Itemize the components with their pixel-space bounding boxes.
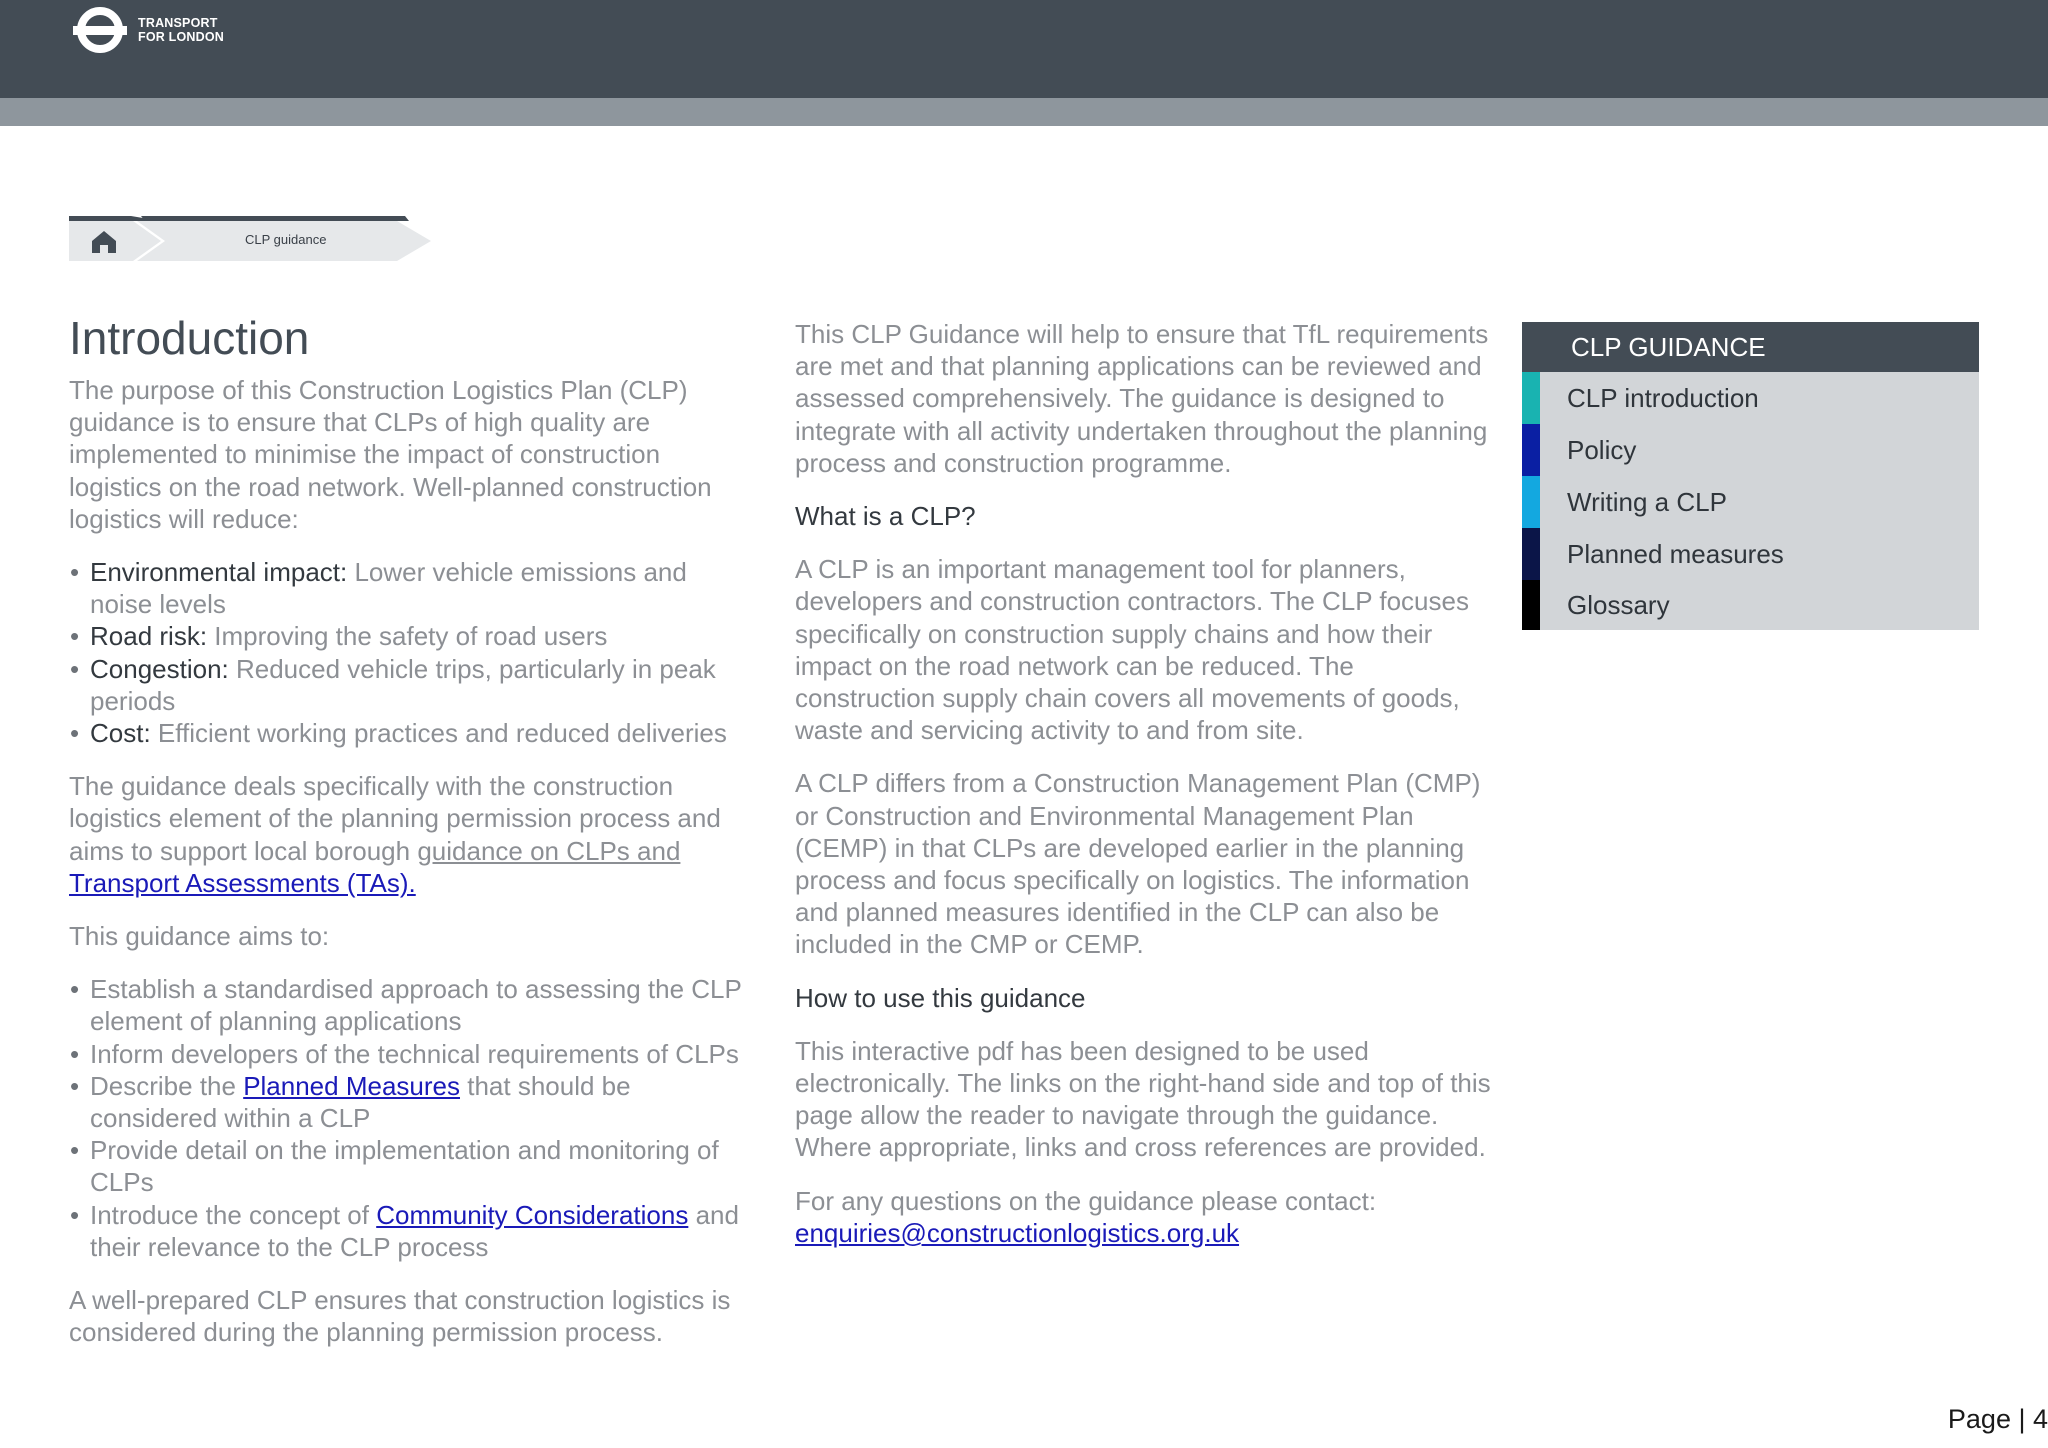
- guidance-text: The guidance deals specifically with the construction logistics element of the planning permission process and aims to support local borough: [69, 771, 721, 866]
- header-bar: [0, 0, 2048, 98]
- guidance-link-plain[interactable]: guidance on CLPs and: [417, 835, 681, 866]
- middle-column: [795, 318, 1495, 1270]
- nav-item-clp-introduction[interactable]: [1522, 372, 1979, 424]
- intro-paragraph: The purpose of this Construction Logistics Plan (CLP) guidance is to ensure that CLPs of high quality are implemented to minimise the impact of construction logistics on the road network. Well-planned construction logistics will reduce:: [69, 375, 712, 534]
- how-to-use-heading: How to use this guidance: [795, 982, 1086, 1013]
- benefit-text: Reduced vehicle trips, particularly in peak periods: [90, 653, 716, 716]
- breadcrumb-home[interactable]: [89, 229, 119, 255]
- list-item: [69, 1199, 749, 1263]
- list-item: [69, 1070, 749, 1134]
- planned-measures-link[interactable]: Planned Measures: [243, 1070, 460, 1101]
- roundel-icon: [72, 4, 128, 56]
- benefit-text: Lower vehicle emissions and noise levels: [90, 557, 687, 620]
- benefit-text: Efficient working practices and reduced deliveries: [150, 718, 727, 749]
- benefit-term: Environmental impact:: [90, 557, 348, 588]
- list-item: [69, 653, 749, 717]
- header-strip: [0, 98, 2048, 126]
- nav-color-bar: [1522, 528, 1540, 580]
- benefit-text: Improving the safety of road users: [207, 621, 608, 652]
- home-icon: [89, 229, 119, 255]
- list-item: • Inform developers of the technical requirements of CLPs: [69, 1038, 749, 1070]
- list-item: [69, 717, 749, 749]
- breadcrumb-clp-guidance[interactable]: CLP guidance: [245, 232, 327, 247]
- transport-assessments-link[interactable]: Transport Assessments (TAs).: [69, 867, 416, 898]
- aims-intro: This guidance aims to:: [69, 921, 330, 952]
- aim-text: Introduce the concept of: [90, 1199, 377, 1230]
- benefit-term: Cost:: [90, 718, 151, 749]
- clp-differs-paragraph: A CLP differs from a Construction Management Plan (CMP) or Construction and Environmental Management Plan (CEMP) in that CLPs are developed earlier in the planning process and focus specifically on logistics. The information and planned measures identified in the CLP can also be included in the CMP or CEMP.: [795, 768, 1481, 960]
- contact-intro: For any questions on the guidance please contact:: [795, 1185, 1377, 1216]
- contact-email-link[interactable]: enquiries@constructionlogistics.org.uk: [795, 1217, 1240, 1248]
- what-is-clp-heading: What is a CLP?: [795, 501, 976, 532]
- benefits-list: [69, 556, 749, 749]
- page-title: Introduction: [69, 312, 310, 364]
- closing-paragraph: A well-prepared CLP ensures that construction logistics is considered during the planning permission process.: [69, 1285, 731, 1348]
- left-column: [69, 312, 749, 1369]
- nav-color-bar: [1522, 580, 1540, 630]
- aim-text: and their relevance to the CLP process: [90, 1199, 739, 1262]
- nav-color-bar: [1522, 424, 1540, 476]
- nav-item-label: Writing a CLP: [1567, 487, 1727, 517]
- logo-line-1: TRANSPORT: [138, 16, 218, 30]
- aim-text: that should be considered within a CLP: [90, 1070, 631, 1134]
- aim-text: Describe the: [90, 1070, 244, 1101]
- nav-item-label: Glossary: [1567, 590, 1670, 620]
- nav-title: CLP GUIDANCE: [1522, 322, 1979, 372]
- logo-text: [138, 16, 224, 44]
- benefit-term: Road risk:: [90, 621, 208, 652]
- breadcrumb: [69, 216, 449, 261]
- list-item: • Provide detail on the implementation and monitoring of CLPs: [69, 1134, 749, 1198]
- nav-item-label: Planned measures: [1567, 539, 1784, 569]
- nav-items: [1522, 372, 1979, 630]
- logo-line-2: FOR LONDON: [138, 30, 225, 44]
- how-to-use-paragraph: This interactive pdf has been designed to be used electronically. The links on the right-hand side and top of this page allow the reader to navigate through the guidance. Where appropriate, links and cross references are provided.: [795, 1035, 1491, 1163]
- page-number: Page | 4: [1947, 1404, 2048, 1434]
- contact-paragraph: [795, 1185, 1495, 1249]
- list-item: • Establish a standardised approach to assessing the CLP element of planning applications: [69, 973, 749, 1037]
- guidance-paragraph: [69, 770, 749, 899]
- clp-definition-paragraph: A CLP is an important management tool for planners, developers and construction contractors. The CLP focuses specifically on construction supply chains and how their impact on the road network can be reduced. The construction supply chain covers all movements of goods, waste and servicing activity to and from site.: [795, 554, 1469, 746]
- nav-item-label: Policy: [1567, 435, 1637, 465]
- nav-item-glossary[interactable]: [1522, 580, 1979, 630]
- benefit-term: Congestion:: [90, 653, 229, 684]
- nav-item-policy[interactable]: [1522, 424, 1979, 476]
- nav-item-planned-measures[interactable]: [1522, 528, 1979, 580]
- community-considerations-link[interactable]: Community Considerations: [376, 1199, 689, 1230]
- nav-color-bar: [1522, 476, 1540, 528]
- list-item: [69, 620, 749, 652]
- overview-paragraph: This CLP Guidance will help to ensure that TfL requirements are met and that planning applications can be reviewed and assessed comprehensively. The guidance is designed to integrate with all activity undertaken throughout the planning process and construction programme.: [795, 319, 1489, 478]
- nav-item-writing-a-clp[interactable]: [1522, 476, 1979, 528]
- clp-guidance-nav: [1522, 322, 1979, 630]
- nav-color-bar: [1522, 372, 1540, 424]
- aims-list: [69, 973, 749, 1263]
- tfl-logo[interactable]: [72, 4, 224, 56]
- nav-item-label: CLP introduction: [1567, 383, 1759, 413]
- list-item: [69, 556, 749, 620]
